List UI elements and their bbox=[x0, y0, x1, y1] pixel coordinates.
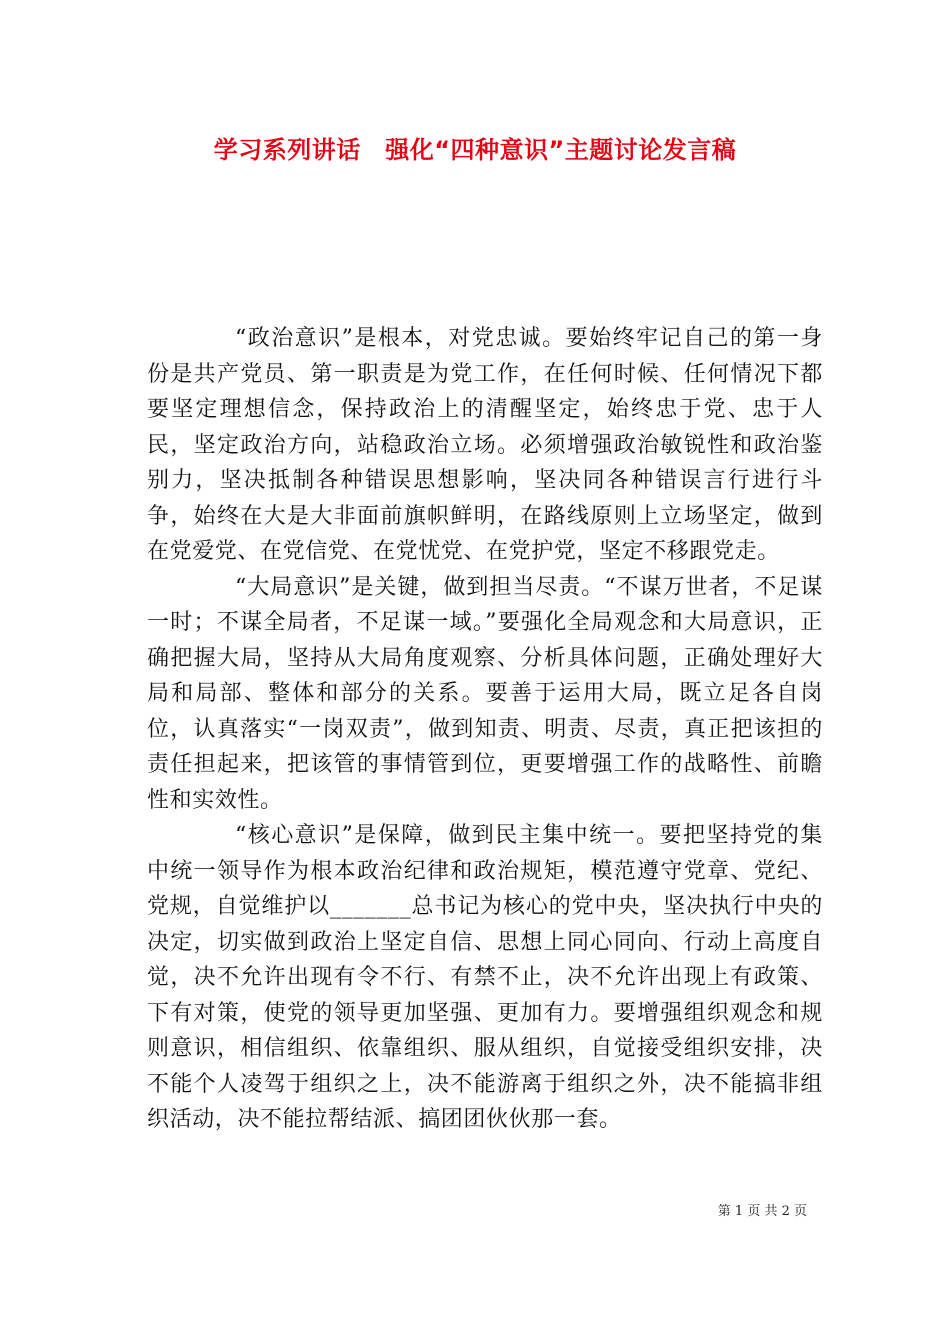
paragraph-political-awareness: “政治意识”是根本，对党忠诚。要始终牢记自己的第一身份是共产党员、第一职责是为党工作，在任何时候、任何情况下都要坚定理想信念，保持政治上的清醒坚定，始终忠于党、忠于人民，坚定政治方向，站稳政治立场。必须增强政治敏锐性和政治鉴别力，坚决抵制各种错误思想影响，坚决同各种错误言行进行斗争，始终在大是大非面前旗帜鲜明，在路线原则上立场坚定，做到在党爱党、在党信党、在党忧党、在党护党，坚定不移跟党走。 bbox=[147, 326, 823, 564]
page-number: 第 1 页 共 2 页 bbox=[717, 1204, 807, 1219]
paragraph-core-awareness: “核心意识”是保障，做到民主集中统一。要把坚持党的集中统一领导作为根本政治纪律和政治规矩，模范遵守党章、党纪、党规，自觉维护以_______总书记为核心的党中央，坚决执行中央的决定，切实做到政治上坚定自信、思想上同心同向、行动上高度自觉，决不允许出现有令不行、有禁不止，决不允许出现上有政策、下有对策，使党的领导更加坚强、更加有力。要增强组织观念和规则意识，相信组织、依靠组织、服从组织，自觉接受组织安排，决不能个人凌驾于组织之上，决不能游离于组织之外，决不能搞非组织活动，决不能拉帮结派、搞团团伙伙那一套。 bbox=[147, 823, 823, 1132]
paragraph-overall-awareness: “大局意识”是关键，做到担当尽责。“不谋万世者，不足谋一时；不谋全局者，不足谋一域。”要强化全局观念和大局意识，正确把握大局，坚持从大局角度观察、分析具体问题，正确处理好大局和局部、整体和部分的关系。要善于运用大局，既立足各自岗位，认真落实“一岗双责”，做到知责、明责、尽责，真正把该担的责任担起来，把该管的事情管到位，更要增强工作的战略性、前瞻性和实效性。 bbox=[147, 574, 823, 813]
document-body bbox=[147, 321, 823, 1138]
page-title: 学习系列讲话 强化“四种意识”主题讨论发言稿 bbox=[213, 136, 737, 164]
